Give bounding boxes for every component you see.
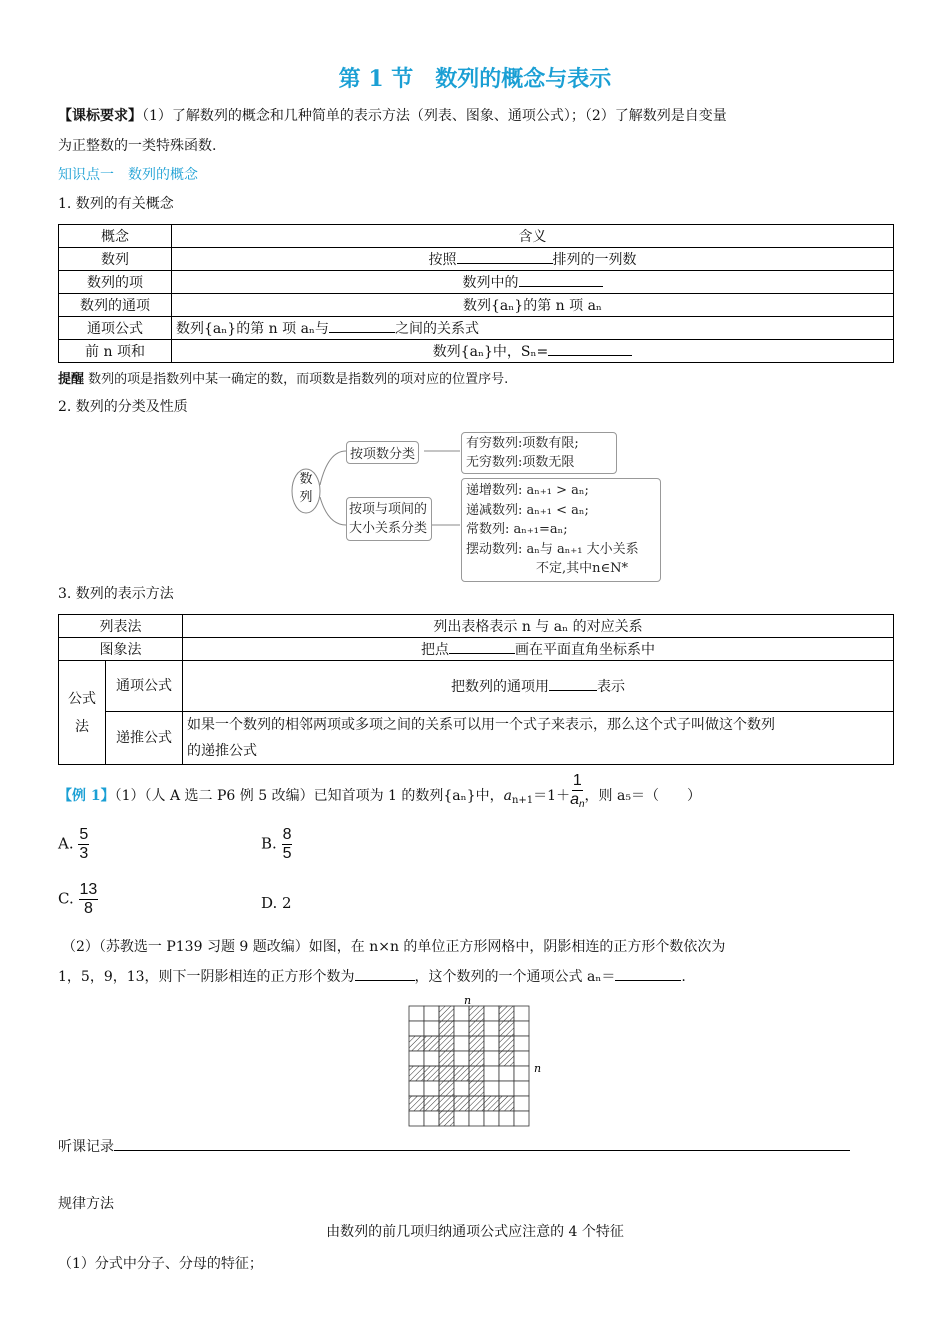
cell: 递推公式	[106, 712, 183, 765]
grid-cell	[409, 1081, 424, 1096]
grid-cell	[439, 1006, 454, 1021]
grid-cell	[424, 1021, 439, 1036]
grid-cell	[439, 1096, 454, 1111]
cell: 前 n 项和	[59, 340, 172, 363]
grid-cell	[454, 1036, 469, 1051]
q2-line1: （2）（苏教选一 P139 习题 9 题改编）如图，在 n×n 的单位正方形网格中，阴影相连的正方形个数依次为	[62, 939, 726, 955]
grid-cell	[454, 1096, 469, 1111]
branch-size: 按项与项间的大小关系分类	[346, 497, 432, 541]
grid-cell	[454, 1111, 469, 1126]
branch-count: 按项数分类	[346, 441, 419, 464]
grid-cell	[454, 1006, 469, 1021]
option-a[interactable]: A. $\frac{5}{3}$	[58, 826, 89, 862]
cell: 把数列的通项用 表示	[183, 661, 894, 712]
cell: 数列{aₙ}的第 n 项 aₙ与 之间的关系式	[172, 317, 894, 340]
cell: 列表法	[59, 615, 183, 638]
grid-cell	[409, 1036, 424, 1051]
cell: 公式法	[59, 661, 106, 765]
grid-cell	[409, 1006, 424, 1021]
grid-cell	[514, 1096, 529, 1111]
grid-cell	[454, 1021, 469, 1036]
cell: 数列	[59, 248, 172, 271]
grid-cell	[499, 1051, 514, 1066]
grid-cell	[499, 1081, 514, 1096]
shaded-grid-figure	[406, 994, 546, 1134]
grid-cell	[484, 1096, 499, 1111]
grid-cell	[409, 1111, 424, 1126]
guilv-heading: 规律方法	[58, 1196, 114, 1212]
grid-cell	[424, 1051, 439, 1066]
grid-cell	[499, 1066, 514, 1081]
method-item-1: （1）分式中分子、分母的特征；	[58, 1256, 263, 1272]
option-c[interactable]: C. $\frac{13}{8}$	[58, 881, 98, 917]
grid-cell	[484, 1006, 499, 1021]
grid-cell	[514, 1051, 529, 1066]
item: 常数列: aₙ₊₁=aₙ;	[466, 522, 568, 537]
tip-line	[58, 366, 508, 394]
grid-cell	[469, 1096, 484, 1111]
grid-label-right: n	[534, 1062, 542, 1075]
example-label: 【例 1】	[58, 788, 115, 804]
cell: 如果一个数列的相邻两项或多项之间的关系可以用一个式子来表示，那么这个式子叫做这个数列 的递推公式	[183, 712, 894, 765]
grid-cell	[424, 1006, 439, 1021]
concept-table	[58, 224, 894, 363]
cell: 数列的项	[59, 271, 172, 294]
root-label: 数列	[299, 472, 313, 505]
grid-cell	[454, 1081, 469, 1096]
q2-line2: 1，5，9，13，则下一阴影相连的正方形个数为 ，这个数列的一个通项公式 aₙ＝ .	[58, 963, 686, 991]
grid-cell	[439, 1051, 454, 1066]
method-title: 由数列的前几项归纳通项公式应注意的 4 个特征	[326, 1224, 624, 1240]
grid-cell	[469, 1051, 484, 1066]
grid-cell	[469, 1006, 484, 1021]
grid-cell	[424, 1096, 439, 1111]
grid-cell	[499, 1006, 514, 1021]
grid-cell	[514, 1006, 529, 1021]
grid-cell	[409, 1051, 424, 1066]
size-items	[461, 478, 661, 582]
grid-cell	[514, 1111, 529, 1126]
representation-table	[58, 614, 894, 765]
grid-cell	[439, 1111, 454, 1126]
grid-cell	[469, 1021, 484, 1036]
cell: 数列{aₙ}中，Sₙ=	[172, 340, 894, 363]
cell: 把点 画在平面直角坐标系中	[183, 638, 894, 661]
item: 递增数列: aₙ₊₁ > aₙ;	[466, 483, 589, 498]
th-meaning: 含义	[172, 225, 894, 248]
grid-cell	[484, 1111, 499, 1126]
grid-cell	[514, 1021, 529, 1036]
grid-cell	[484, 1066, 499, 1081]
grid-cell	[469, 1036, 484, 1051]
subheading-1: 1. 数列的有关概念	[58, 196, 174, 212]
grid-cell	[424, 1036, 439, 1051]
grid-cell	[469, 1111, 484, 1126]
cell: 列出表格表示 n 与 aₙ 的对应关系	[183, 615, 894, 638]
cell: 通项公式	[59, 317, 172, 340]
grid-cell	[514, 1066, 529, 1081]
option-b[interactable]: B. $\frac{8}{5}$	[261, 826, 292, 862]
grid-cell	[454, 1051, 469, 1066]
kebiao-line1	[58, 102, 727, 130]
grid-cell	[499, 1111, 514, 1126]
grid-cell	[409, 1096, 424, 1111]
th-concept: 概念	[59, 225, 172, 248]
grid-cells	[409, 1006, 529, 1126]
grid-cell	[484, 1021, 499, 1036]
grid-cell	[439, 1066, 454, 1081]
grid-cell	[484, 1081, 499, 1096]
grid-cell	[514, 1036, 529, 1051]
cell: 数列的通项	[59, 294, 172, 317]
grid-cell	[424, 1066, 439, 1081]
grid-cell	[484, 1036, 499, 1051]
connector	[320, 451, 346, 525]
item: 有穷数列:项数有限;	[466, 436, 579, 451]
grid-cell	[439, 1021, 454, 1036]
cell: 图象法	[59, 638, 183, 661]
grid-label-top: n	[464, 994, 472, 1007]
grid-cell	[424, 1081, 439, 1096]
grid-cell	[439, 1036, 454, 1051]
cell: 数列中的	[172, 271, 894, 294]
count-items	[461, 432, 617, 474]
grid-cell	[439, 1081, 454, 1096]
kebiao-label: 【课标要求】	[58, 108, 142, 124]
grid-cell	[469, 1066, 484, 1081]
grid-cell	[409, 1021, 424, 1036]
grid-cell	[424, 1111, 439, 1126]
grid-cell	[469, 1081, 484, 1096]
section-heading-1: 知识点一 数列的概念	[58, 167, 198, 183]
example1-question: 【例 1】（1）（人 A 选二 P6 例 5 改编）已知首项为 1 的数列{aₙ}中，$a_{n+1}=1+$ $\frac{1}{a_n}$ ，则 a₅＝（ ）	[58, 772, 701, 810]
subheading-2: 2. 数列的分类及性质	[58, 399, 188, 415]
kebiao-text1: （1）了解数列的概念和几种简单的表示方法（列表、图象、通项公式）；（2）了解数列是自变量	[142, 108, 727, 124]
grid-cell	[454, 1066, 469, 1081]
grid-cell	[484, 1051, 499, 1066]
item: 无穷数列:项数无限	[466, 455, 575, 470]
grid-cell	[499, 1036, 514, 1051]
grid-cell	[499, 1096, 514, 1111]
grid-cell	[499, 1021, 514, 1036]
cell: 通项公式	[106, 661, 183, 712]
grid-cell	[514, 1081, 529, 1096]
cell: 数列{aₙ}的第 n 项 aₙ	[172, 294, 894, 317]
item: 摆动数列: aₙ与 aₙ₊₁ 大小关系	[466, 541, 639, 557]
tingke-line: 听课记录	[58, 1133, 850, 1161]
item: 递减数列: aₙ₊₁ < aₙ;	[466, 502, 589, 518]
kebiao-text2: 为正整数的一类特殊函数.	[58, 138, 217, 154]
tip-text: 数列的项是指数列中某一确定的数，而项数是指数列的项对应的位置序号.	[88, 372, 509, 387]
subheading-3: 3. 数列的表示方法	[58, 586, 174, 602]
option-d[interactable]: D. 2	[261, 894, 292, 912]
cell: 按照 排列的一列数	[172, 248, 894, 271]
item: 不定,其中n∈N*	[536, 561, 629, 576]
grid-cell	[409, 1066, 424, 1081]
tip-label: 提醒	[58, 372, 85, 387]
page-title: 第 1 节 数列的概念与表示	[338, 66, 612, 92]
